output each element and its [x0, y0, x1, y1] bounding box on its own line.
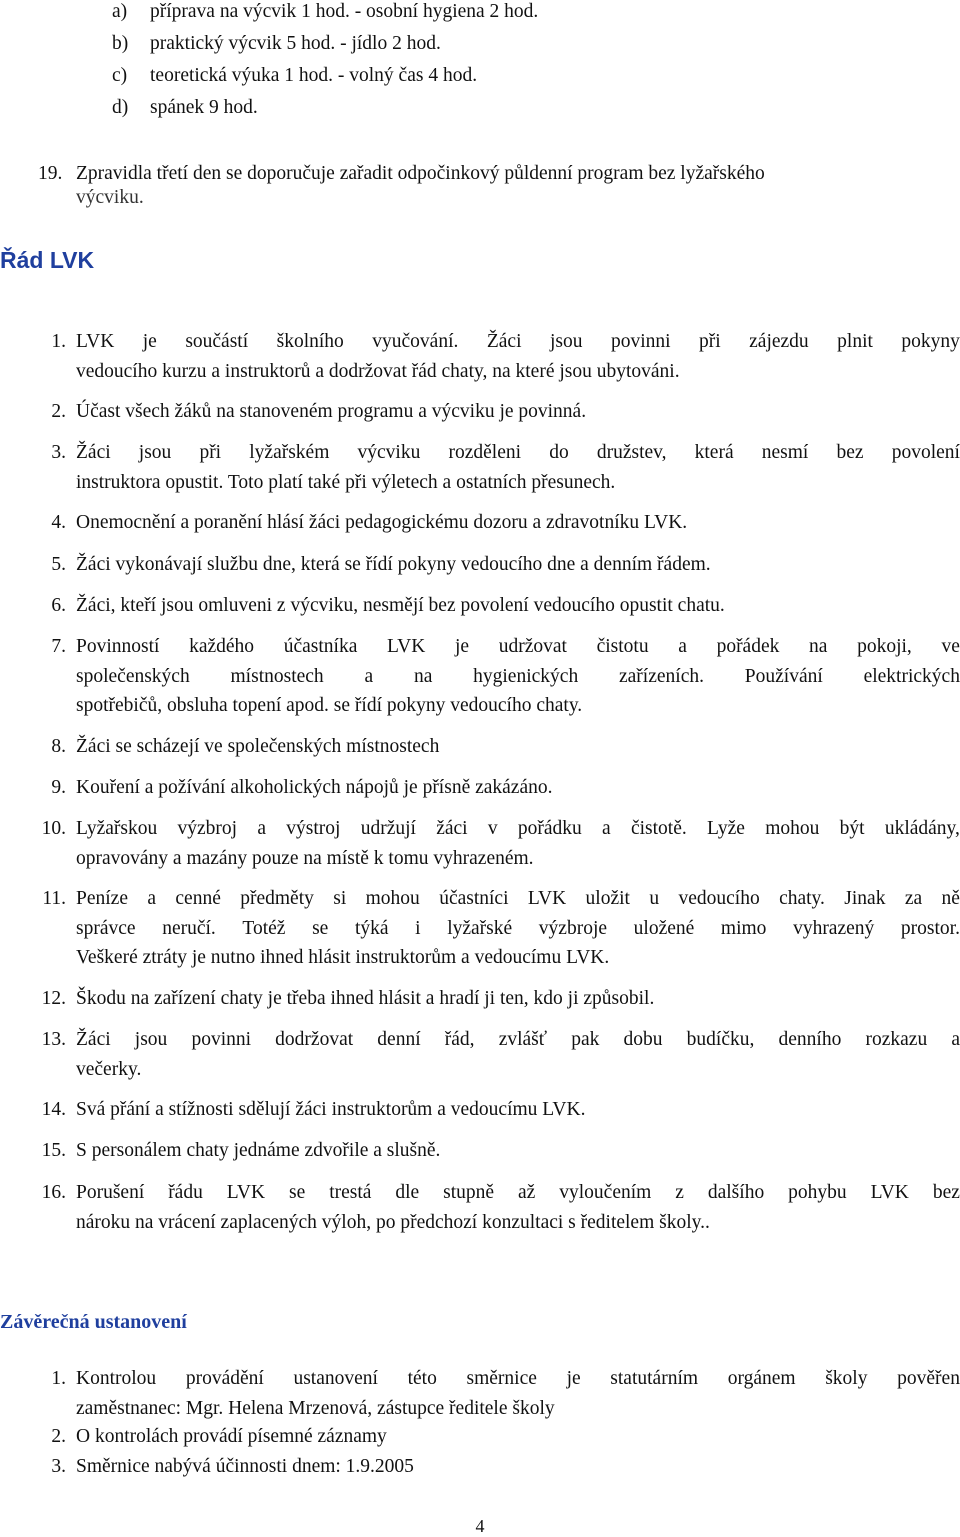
list-item-line: zaměstnanec: Mgr. Helena Mrzenová, zástupce ředitele školy	[76, 1397, 555, 1419]
list-item-number: 8.	[51, 736, 66, 757]
list-item-line: večerky.	[76, 1058, 142, 1080]
list-item-line: LVK je součástí školního vyučování. Žáci jsou povinni při zájezdu plnit pokyny	[76, 331, 960, 352]
item-19-line-1: Zpravidla třetí den se doporučuje zařadit odpočinkový půldenní program bez lyžařského	[76, 163, 765, 184]
schedule-label-d: d)	[112, 97, 129, 118]
list-item-line: Lyžařskou výzbroj a výstroj udržují žáci v pořádku a čistotě. Lyže mohou být ukládány,	[76, 818, 960, 839]
list-item-line: vedoucího kurzu a instruktorů a dodržovat řád chaty, na které jsou ubytováni.	[76, 360, 680, 382]
item-19-number: 19.	[38, 163, 63, 184]
schedule-text-b: praktický výcvik 5 hod. - jídlo 2 hod.	[150, 33, 441, 54]
section-heading-zaverecna-ustanoveni: Závěrečná ustanovení	[0, 1311, 187, 1333]
list-item-number: 16.	[41, 1182, 66, 1203]
schedule-text-a: příprava na výcvik 1 hod. - osobní hygiena 2 hod.	[150, 1, 539, 22]
list-item-number: 3.	[51, 1456, 66, 1477]
list-item-number: 7.	[51, 636, 66, 657]
schedule-text-c: teoretická výuka 1 hod. - volný čas 4 hod.	[150, 65, 478, 86]
list-item-line: O kontrolách provádí písemné záznamy	[76, 1426, 387, 1447]
list-item-line: Kontrolou provádění ustanovení této směrnice je statutárním orgánem školy pověřen	[76, 1368, 960, 1389]
list-item-line: Žáci jsou při lyžařském výcviku rozděleni do družstev, která nesmí bez povolení	[76, 442, 960, 463]
list-item-number: 2.	[51, 1426, 66, 1447]
list-item-line: Žáci, kteří jsou omluveni z výcviku, nesmějí bez povolení vedoucího opustit chatu.	[76, 595, 725, 616]
list-item-line: správce neručí. Totéž se týká i lyžařské výzbroje uložené mimo vyhrazený prostor.	[76, 917, 960, 939]
list-item-line: Porušení řádu LVK se trestá dle stupně až vyloučením z dalšího pohybu LVK bez	[76, 1182, 960, 1203]
list-item-number: 1.	[51, 331, 66, 352]
list-item-number: 10.	[41, 818, 66, 839]
list-item-number: 2.	[51, 401, 66, 422]
list-item-line: nároku na vrácení zaplacených výloh, po předchozí konzultaci s ředitelem školy..	[76, 1211, 710, 1233]
list-item-line: Povinností každého účastníka LVK je udržovat čistotu a pořádek na pokoji, ve	[76, 636, 960, 657]
list-item-line: Svá přání a stížnosti sdělují žáci instruktorům a vedoucímu LVK.	[76, 1099, 586, 1120]
list-item-line: Účast všech žáků na stanoveném programu a výcviku je povinná.	[76, 401, 587, 422]
list-item-line: Veškeré ztráty je nutno ihned hlásit instruktorům a vedoucímu LVK.	[76, 947, 610, 968]
list-item-line: Kouření a požívání alkoholických nápojů je přísně zakázáno.	[76, 777, 553, 798]
list-item-number: 15.	[41, 1140, 66, 1161]
list-item-line: Směrnice nabývá účinnosti dnem: 1.9.2005	[76, 1456, 414, 1477]
schedule-label-a: a)	[112, 1, 128, 22]
list-item-number: 11.	[42, 888, 66, 909]
schedule-label-b: b)	[112, 33, 129, 54]
list-item-number: 14.	[41, 1099, 66, 1120]
list-item-line: Peníze a cenné předměty si mohou účastníci LVK uložit u vedoucího chaty. Jinak za ně	[76, 888, 960, 909]
list-item-number: 4.	[51, 512, 66, 533]
list-item-number: 5.	[51, 554, 66, 575]
list-item-line: Škodu na zařízení chaty je třeba ihned hlásit a hradí ji ten, kdo ji způsobil.	[76, 988, 655, 1009]
list-item-line: Žáci se scházejí ve společenských místnostech	[76, 736, 440, 757]
schedule-label-c: c)	[112, 65, 128, 86]
list-item-line: Onemocnění a poranění hlásí žáci pedagogickému dozoru a zdravotníku LVK.	[76, 512, 688, 533]
section-heading-rad-lvk: Řád LVK	[0, 247, 95, 273]
list-item-number: 1.	[51, 1368, 66, 1389]
item-19-line-2: výcviku.	[76, 187, 144, 208]
list-item-line: Žáci jsou povinni dodržovat denní řád, zvlášť pak dobu budíčku, denního rozkazu a	[76, 1029, 960, 1050]
list-item-number: 13.	[41, 1029, 66, 1050]
list-item-number: 9.	[51, 777, 66, 798]
list-item-line: Žáci vykonávají službu dne, která se řídí pokyny vedoucího dne a denním řádem.	[76, 554, 711, 575]
list-item-number: 3.	[51, 442, 66, 463]
list-item-line: S personálem chaty jednáme zdvořile a slušně.	[76, 1140, 441, 1161]
schedule-text-d: spánek 9 hod.	[150, 97, 258, 118]
list-item-line: společenských místnostech a na hygienických zařízeních. Používání elektrických	[76, 665, 960, 687]
list-item-number: 6.	[51, 595, 66, 616]
list-item-line: spotřebičů, obsluha topení apod. se řídí pokyny vedoucího chaty.	[76, 695, 583, 716]
list-item-line: opravovány a mazány pouze na místě k tomu vyhrazeném.	[76, 847, 534, 869]
list-item-line: instruktora opustit. Toto platí také při výletech a ostatních přesunech.	[76, 471, 616, 493]
page-number: 4	[475, 1516, 485, 1536]
list-item-number: 12.	[41, 988, 66, 1009]
